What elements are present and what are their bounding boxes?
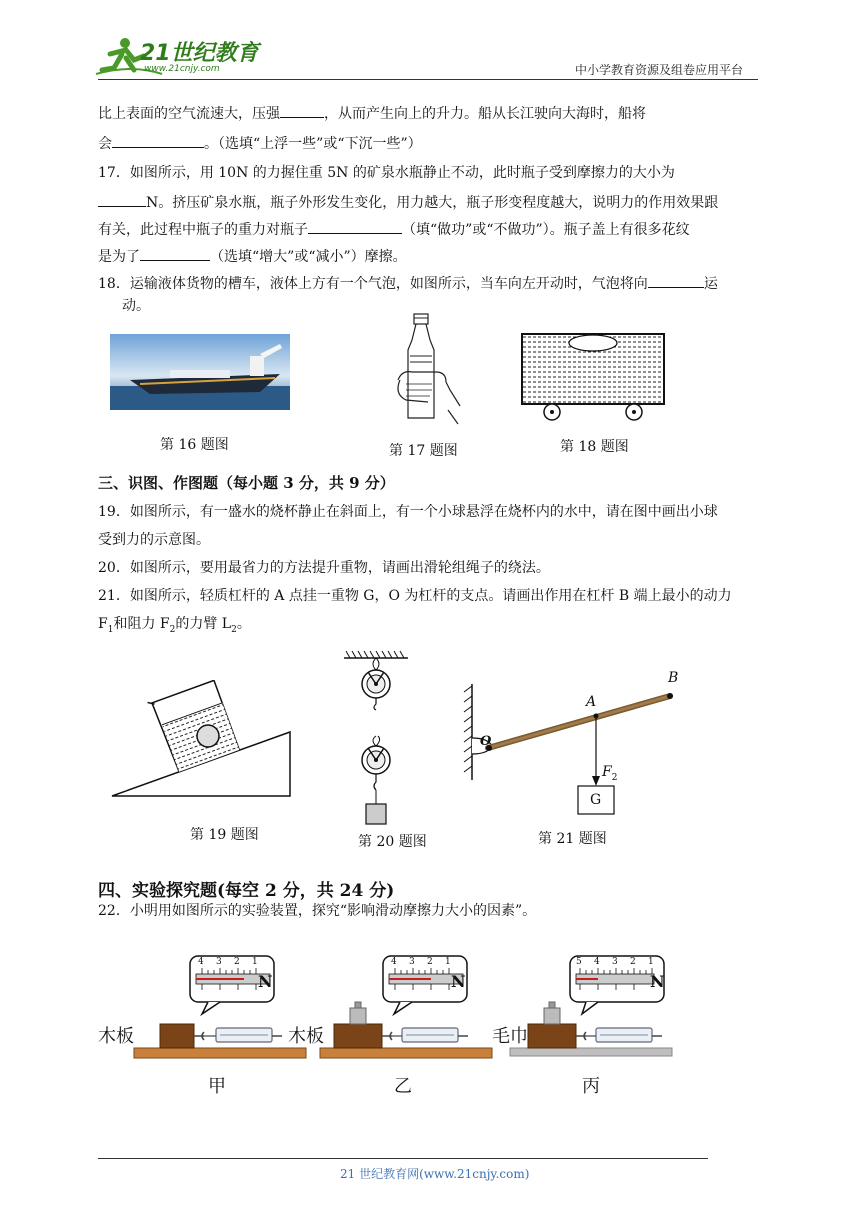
fig16-caption: 第 16 题图 <box>160 437 229 453</box>
fig17-caption: 第 17 题图 <box>389 443 458 459</box>
surface-label-3: 毛巾 <box>492 1026 528 1047</box>
lever-label-g: G <box>590 792 602 808</box>
scale-a-unit: N <box>258 972 273 991</box>
surface-label-1: 木板 <box>98 1026 134 1047</box>
q16-line1: 比上表面的空气流速大，压强 ，从而产生向上的升力。船从长江驶向大海时，船将 <box>98 103 646 124</box>
tank-truck-icon <box>518 330 668 422</box>
footer-text: 21 世纪教育网(www.21cnjy.com) <box>340 1167 530 1181</box>
lever-label-o: O <box>480 734 492 749</box>
pulley-icon <box>340 650 412 828</box>
q20-text: 20．如图所示，要用最省力的方法提升重物，请画出滑轮组绳子的绕法。 <box>98 560 550 576</box>
bottle-hand-icon <box>388 310 462 426</box>
lever-icon <box>462 668 692 820</box>
fig19-incline-beaker <box>108 680 294 800</box>
section4-title: 四、实验探究题(每空 2 分，共 24 分) <box>98 881 395 901</box>
fig16-ship-image <box>110 334 290 410</box>
lever-label-a: A <box>586 694 597 710</box>
q19-line1: 19．如图所示，有一盛水的烧杯静止在斜面上，有一个小球悬浮在烧杯内的水中，请在图中画出小球 <box>98 504 718 520</box>
q22-text: 22．小明用如图所示的实验装置，探究“影响滑动摩擦力大小的因素”。 <box>98 903 537 919</box>
fig18-tank-truck <box>518 330 668 422</box>
fig21-caption: 第 21 题图 <box>538 831 607 847</box>
surface-label-2: 木板 <box>288 1026 324 1047</box>
experiment-label-yi: 乙 <box>394 1076 412 1097</box>
ship-photo-icon <box>110 334 290 410</box>
footer-rule <box>98 1158 708 1159</box>
fig21-lever <box>462 668 692 820</box>
lever-label-f2: $F_2$ <box>602 764 618 783</box>
q18-line2: 动。 <box>122 298 150 314</box>
q21-line1: 21．如图所示，轻质杠杆的 A 点挂一重物 G，O 为杠杆的支点。请画出作用在杠杆 B 端上最小的动力 <box>98 588 732 604</box>
scale-c-unit: N <box>650 972 665 991</box>
lever-label-b: B <box>668 670 679 686</box>
q17-line1: 17．如图所示，用 10N 的力握住重 5N 的矿泉水瓶静止不动，此时瓶子受到摩擦力的大小为 <box>98 165 675 181</box>
fig19-caption: 第 19 题图 <box>190 827 259 843</box>
fig20-pulley-system <box>340 650 412 828</box>
q16-line2: 会 。（选填“上浮一些”或“下沉一些”） <box>98 133 422 154</box>
friction-experiment-icon <box>98 952 678 1062</box>
header-rule <box>98 79 758 80</box>
q19-line2: 受到力的示意图。 <box>98 532 210 548</box>
experiment-label-bing: 丙 <box>582 1076 600 1097</box>
incline-beaker-icon <box>108 680 294 800</box>
fig18-caption: 第 18 题图 <box>560 439 629 455</box>
fig22-experiments: 4 3 2 1 4 3 2 1 5 4 3 2 1 N N N 木板 木板 毛巾 甲 乙 丙 <box>98 952 678 1102</box>
q17-line3: 有关，此过程中瓶子的重力对瓶子 （填“做功”或“不做功”）。瓶子盖上有很多花纹 <box>98 219 690 240</box>
fig17-bottle-image <box>388 310 462 426</box>
section3-title: 三、识图、作图题（每小题 3 分，共 9 分） <box>98 474 395 492</box>
scale-b-unit: N <box>451 972 466 991</box>
q21-line2: $F_1$和阻力 $F_2$的力臂 $L_2$。 <box>98 616 251 635</box>
header-logo <box>92 34 272 80</box>
experiment-label-jia: 甲 <box>208 1076 226 1097</box>
q17-line4: 是为了 （选填“增大”或“减小”）摩擦。 <box>98 246 407 267</box>
logo-url: www.21cnjy.com <box>144 64 220 74</box>
platform-name: 中小学教育资源及组卷应用平台 <box>575 63 744 77</box>
q17-line2: N。挤压矿泉水瓶，瓶子外形发生变化，用力越大，瓶子形变程度越大，说明力的作用效果跟 <box>98 192 718 213</box>
fig20-caption: 第 20 题图 <box>358 834 427 850</box>
q18-line1: 18．运输液体货物的槽车，液体上方有一个气泡，如图所示，当车向左开动时，气泡将向 运 <box>98 273 718 294</box>
logo-text: 21世纪教育 <box>140 41 259 66</box>
